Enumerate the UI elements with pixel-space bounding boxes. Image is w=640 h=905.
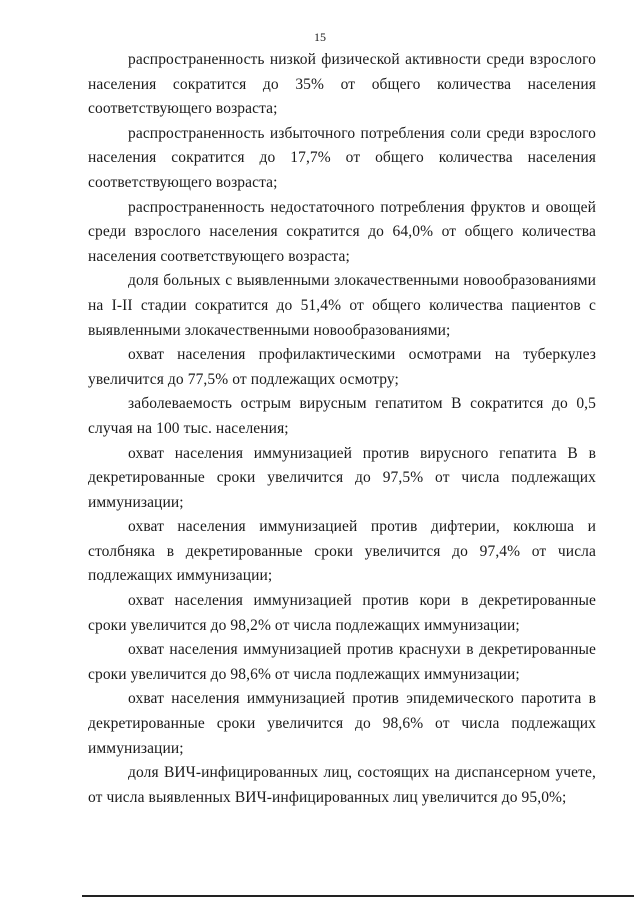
paragraph: заболеваемость острым вирусным гепатитом В сократится до 0,5 случая на 100 тыс. населения; <box>88 395 596 437</box>
paragraph: доля ВИЧ-инфицированных лиц, состоящих на диспансерном учете, от числа выявленных ВИЧ-инфицированных лиц увеличится до 95,0%; <box>88 764 596 806</box>
paragraph: охват населения иммунизацией против эпидемического паротита в декретированные сроки увеличится до 98,6% от числа подлежащих иммунизации; <box>88 690 596 757</box>
paragraph: охват населения иммунизацией против вирусного гепатита В в декретированные сроки увеличится до 97,5% от числа подлежащих иммунизации; <box>88 444 596 511</box>
paragraph: охват населения иммунизацией против дифтерии, коклюша и столбняка в декретированные сроки увеличится до 97,4% от числа подлежащих иммунизации; <box>88 518 596 585</box>
paragraph: доля больных с выявленными злокачественными новообразованиями на I-II стадии сократится до 51,4% от общего количества пациентов с выявленными злокачественными новообразованиями; <box>88 272 596 339</box>
document-body <box>88 48 596 810</box>
paragraph: охват населения иммунизацией против кори в декретированные сроки увеличится до 98,2% от числа подлежащих иммунизации; <box>88 592 596 634</box>
paragraph: распространенность низкой физической активности среди взрослого населения сократится до 35% от общего количества населения соответствующего возраста; <box>88 51 596 118</box>
bottom-divider <box>82 895 634 897</box>
paragraph: охват населения профилактическими осмотрами на туберкулез увеличится до 77,5% от подлежащих осмотру; <box>88 346 596 388</box>
paragraph: распространенность недостаточного потребления фруктов и овощей среди взрослого населения сократится до 64,0% от общего количества населения соответствующего возраста; <box>88 198 596 265</box>
paragraph: охват населения иммунизацией против краснухи в декретированные сроки увеличится до 98,6% от числа подлежащих иммунизации; <box>88 641 596 683</box>
page-number: 15 <box>314 30 326 44</box>
paragraph: распространенность избыточного потребления соли среди взрослого населения сократится до 17,7% от общего количества населения соответствующего возраста; <box>88 124 596 191</box>
